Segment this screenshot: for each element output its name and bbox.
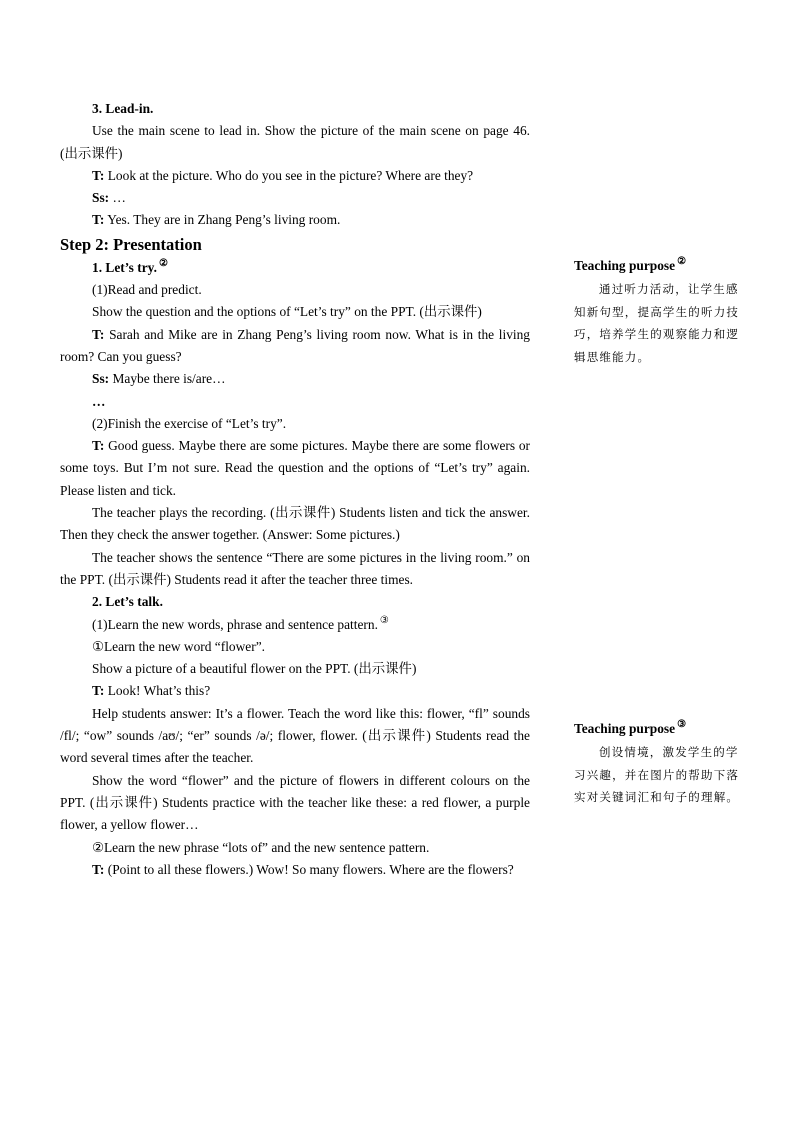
note-marker: ② [677, 256, 687, 267]
teaching-purpose-note [574, 719, 746, 809]
paragraph: (2)Finish the exercise of “Let’s try”. [92, 415, 287, 431]
dialogue-text: Sarah and Mike are in Zhang Peng’s living room now. What is in the living room? Can you guess? [60, 326, 530, 364]
dialogue-text: Good guess. Maybe there are some pictures. Maybe there are some flowers or some toys. But I’m not sure. Read the question and the options of “Let’s try” again. Please listen and tick. [60, 438, 530, 498]
teaching-purpose-text: 通过听力活动，让学生感知新句型，提高学生的听力技巧，培养学生的观察能力和逻辑思维能力。 [574, 282, 740, 364]
lets-try-heading-text: 1. Let’s try. [92, 259, 157, 275]
dialogue-text: Look! What’s this? [104, 683, 211, 699]
teacher-line [60, 435, 530, 502]
teaching-purpose-title [574, 719, 746, 739]
lets-try-heading [60, 257, 530, 279]
dialogue-text: Yes. They are in Zhang Peng’s living room. [104, 212, 341, 228]
paragraph: ②Learn the new phrase “lots of” and the new sentence pattern. [92, 839, 430, 855]
teacher-line [60, 680, 530, 702]
paragraph-text: (1)Learn the new words, phrase and sentence pattern. [92, 616, 378, 632]
speaker-label: T: [92, 326, 105, 342]
lets-talk-heading: 2. Let’s talk. [92, 594, 163, 610]
paragraph: ①Learn the new word “flower”. [92, 638, 265, 654]
lead-in-paragraph: Use the main scene to lead in. Show the picture of the main scene on page 46. (出示课件) [60, 123, 530, 161]
teaching-purpose-note [574, 256, 746, 368]
paragraph: Show the word “flower” and the picture of flowers in different colours on the PPT. (出示课件) Students practice with the teacher like these: a red flower, a purple flower, a yellow flower… [60, 772, 530, 833]
dialogue-text: Look at the picture. Who do you see in the picture? Where are they? [104, 167, 474, 183]
students-line [60, 187, 530, 209]
paragraph: (1)Read and predict. [92, 282, 202, 298]
dialogue-text: Maybe there is/are… [109, 371, 226, 387]
students-line [60, 368, 530, 390]
teacher-line [60, 859, 530, 881]
paragraph: Show a picture of a beautiful flower on the PPT. (出示课件) [92, 661, 417, 677]
main-column [60, 98, 530, 881]
speaker-label: T: [92, 438, 105, 454]
teaching-purpose-title-text: Teaching purpose [574, 258, 676, 273]
teacher-line [60, 165, 530, 187]
speaker-label: Ss: [92, 190, 110, 206]
teacher-line [60, 324, 530, 369]
speaker-label: T: [92, 683, 105, 699]
paragraph: The teacher plays the recording. (出示课件) Students listen and tick the answer. Then they check the answer together. (Answer: Some pictures.) [60, 505, 530, 543]
step-title: Step 2: Presentation [60, 234, 202, 254]
ellipsis-line: … [92, 393, 106, 409]
teaching-purpose-title [574, 256, 746, 276]
teacher-line [60, 209, 530, 231]
dialogue-text: … [109, 190, 126, 206]
paragraph: Help students answer: It’s a flower. Teach the word like this: flower, “fl” sounds /fl/; “ow” sounds /aʊ/; “er” sounds /ə/; flower, flower. (出示课件) Students read the word several times after the teacher. [60, 705, 530, 766]
lead-in-heading: 3. Lead-in. [92, 101, 154, 116]
dialogue-text: (Point to all these flowers.) Wow! So many flowers. Where are the flowers? [104, 861, 514, 877]
paragraph: Show the question and the options of “Let’s try” on the PPT. (出示课件) [92, 304, 482, 320]
teaching-purpose-text: 创设情境，激发学生的学习兴趣，并在图片的帮助下落实对关键词汇和句子的理解。 [574, 745, 740, 804]
note-marker: ③ [677, 719, 687, 730]
note-marker: ③ [379, 614, 389, 626]
speaker-label: Ss: [92, 371, 110, 387]
paragraph: The teacher shows the sentence “There are some pictures in the living room.” on the PPT. (出示课件) Students read it after the teacher three times. [60, 549, 530, 587]
speaker-label: T: [92, 861, 105, 877]
speaker-label: T: [92, 167, 105, 183]
speaker-label: T: [92, 212, 105, 228]
teaching-purpose-title-text: Teaching purpose [574, 721, 676, 736]
note-marker: ② [158, 257, 168, 269]
paragraph [60, 614, 530, 636]
